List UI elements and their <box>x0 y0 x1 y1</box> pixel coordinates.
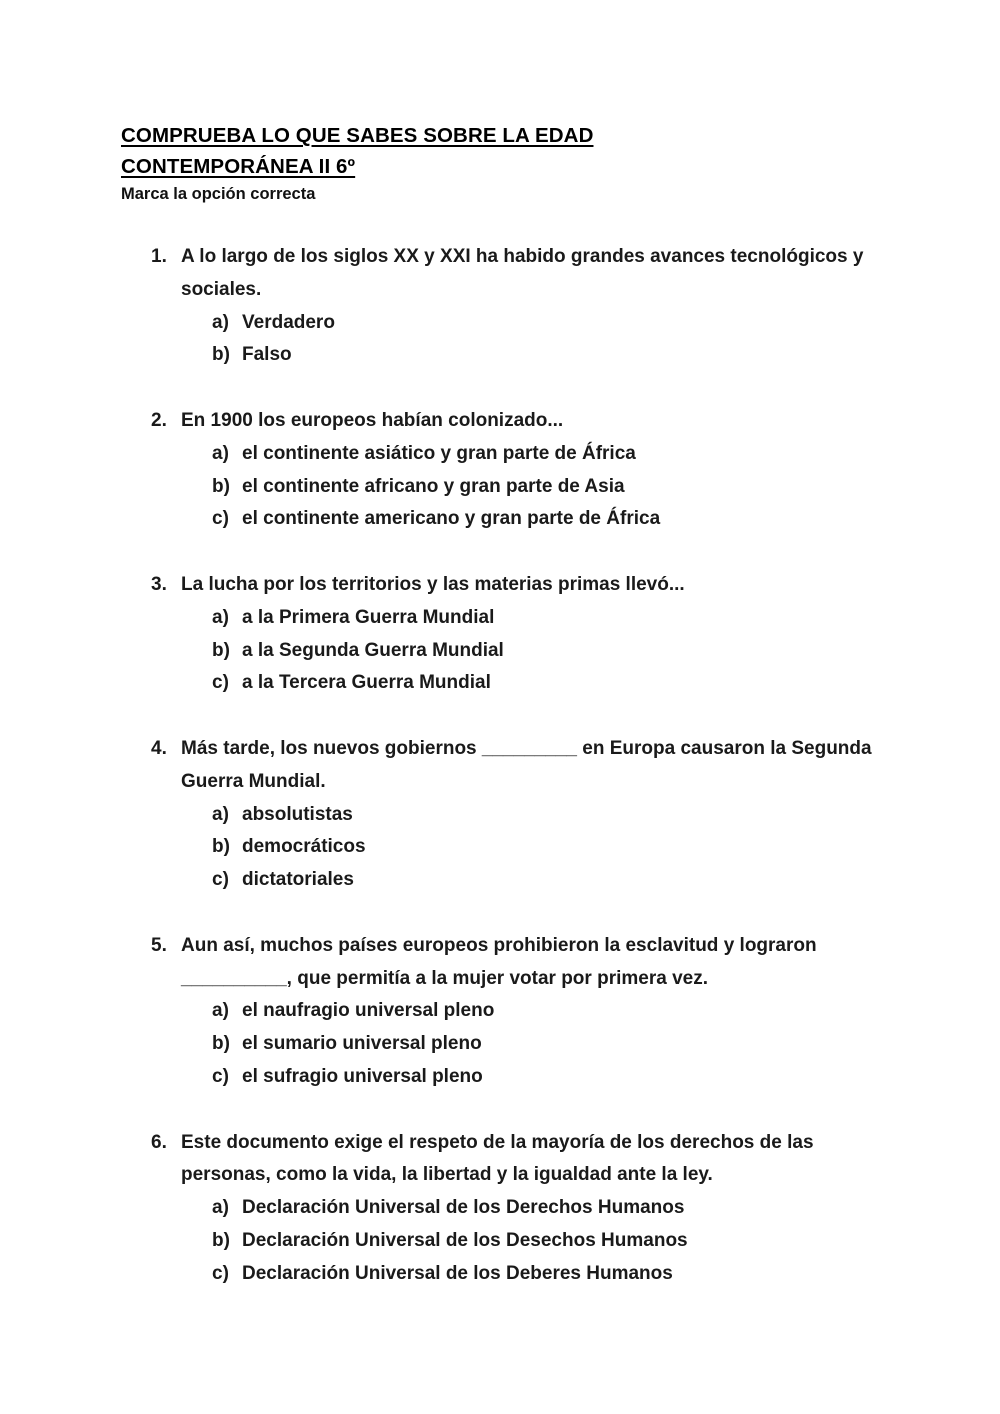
option-b[interactable] <box>212 471 920 504</box>
option-letter: b) <box>212 836 230 858</box>
question-text: Este documento exige el respeto de la mayoría de los derechos de las personas, como la vida, la libertad y la igualdad ante la ley. <box>181 1131 814 1186</box>
option-text: el naufragio universal pleno <box>242 1000 495 1022</box>
option-a[interactable] <box>212 438 920 471</box>
question-number: 5. <box>151 934 167 956</box>
option-list <box>181 799 920 897</box>
option-list <box>181 602 920 700</box>
option-text: democráticos <box>242 836 366 858</box>
option-letter: b) <box>212 1229 230 1251</box>
option-text: Verdadero <box>242 311 335 333</box>
option-letter: c) <box>212 1065 229 1087</box>
option-text: el continente africano y gran parte de Asia <box>242 475 625 497</box>
option-text: el continente asiático y gran parte de África <box>242 442 636 464</box>
option-letter: c) <box>212 1262 229 1284</box>
option-letter: b) <box>212 1033 230 1055</box>
option-b[interactable] <box>212 339 920 372</box>
question-2 <box>121 405 920 536</box>
option-letter: b) <box>212 639 230 661</box>
option-c[interactable] <box>212 667 920 700</box>
question-number: 4. <box>151 737 167 759</box>
option-letter: b) <box>212 344 230 366</box>
question-number: 2. <box>151 409 167 431</box>
option-text: absolutistas <box>242 803 353 825</box>
question-1 <box>121 241 920 372</box>
option-text: a la Tercera Guerra Mundial <box>242 672 491 694</box>
option-c[interactable] <box>212 503 920 536</box>
question-text: La lucha por los territorios y las materias primas llevó... <box>181 573 685 595</box>
option-letter: c) <box>212 672 229 694</box>
question-text: Más tarde, los nuevos gobiernos _________ en Europa causaron la Segunda Guerra Mundial. <box>181 737 872 792</box>
option-text: Falso <box>242 344 292 366</box>
option-c[interactable] <box>212 864 920 897</box>
question-4 <box>121 733 920 897</box>
option-letter: a) <box>212 1197 229 1219</box>
question-5 <box>121 930 920 1094</box>
option-letter: a) <box>212 606 229 628</box>
option-letter: a) <box>212 1000 229 1022</box>
option-letter: a) <box>212 311 229 333</box>
option-text: el sufragio universal pleno <box>242 1065 483 1087</box>
option-letter: c) <box>212 869 229 891</box>
option-text: Declaración Universal de los Deberes Humanos <box>242 1262 673 1284</box>
question-3 <box>121 569 920 700</box>
option-a[interactable] <box>212 995 920 1028</box>
question-text: A lo largo de los siglos XX y XXI ha habido grandes avances tecnológicos y sociales. <box>181 246 864 300</box>
question-text: En 1900 los europeos habían colonizado... <box>181 409 564 431</box>
option-list <box>181 438 920 536</box>
option-text: a la Segunda Guerra Mundial <box>242 639 504 661</box>
question-list <box>121 241 920 1291</box>
option-b[interactable] <box>212 1028 920 1061</box>
option-list <box>181 1192 920 1290</box>
option-a[interactable] <box>212 799 920 832</box>
option-text: dictatoriales <box>242 869 354 891</box>
option-b[interactable] <box>212 1225 920 1258</box>
option-text: Declaración Universal de los Derechos Humanos <box>242 1197 685 1219</box>
instruction-text: Marca la opción correcta <box>121 185 316 203</box>
option-letter: a) <box>212 803 229 825</box>
title-line-2: CONTEMPORÁNEA II 6º <box>121 155 356 178</box>
option-text: a la Primera Guerra Mundial <box>242 606 495 628</box>
option-list <box>181 307 920 373</box>
option-c[interactable] <box>212 1258 920 1291</box>
option-letter: b) <box>212 475 230 497</box>
question-text: Aun así, muchos países europeos prohibieron la esclavitud y lograron __________, que permitía a la mujer votar por primera vez. <box>181 934 817 989</box>
title-line-1: COMPRUEBA LO QUE SABES SOBRE LA EDAD <box>121 124 594 147</box>
option-b[interactable] <box>212 635 920 668</box>
option-letter: a) <box>212 442 229 464</box>
worksheet-title <box>121 120 920 182</box>
question-6 <box>121 1127 920 1291</box>
option-c[interactable] <box>212 1061 920 1094</box>
question-number: 3. <box>151 573 167 595</box>
option-text: el sumario universal pleno <box>242 1033 482 1055</box>
option-a[interactable] <box>212 602 920 635</box>
option-letter: c) <box>212 508 229 530</box>
question-number: 6. <box>151 1131 167 1153</box>
option-text: el continente americano y gran parte de África <box>242 508 661 530</box>
option-a[interactable] <box>212 1192 920 1225</box>
option-list <box>181 995 920 1093</box>
option-a[interactable] <box>212 307 920 340</box>
option-text: Declaración Universal de los Desechos Humanos <box>242 1229 688 1251</box>
question-number: 1. <box>151 246 167 267</box>
option-b[interactable] <box>212 831 920 864</box>
